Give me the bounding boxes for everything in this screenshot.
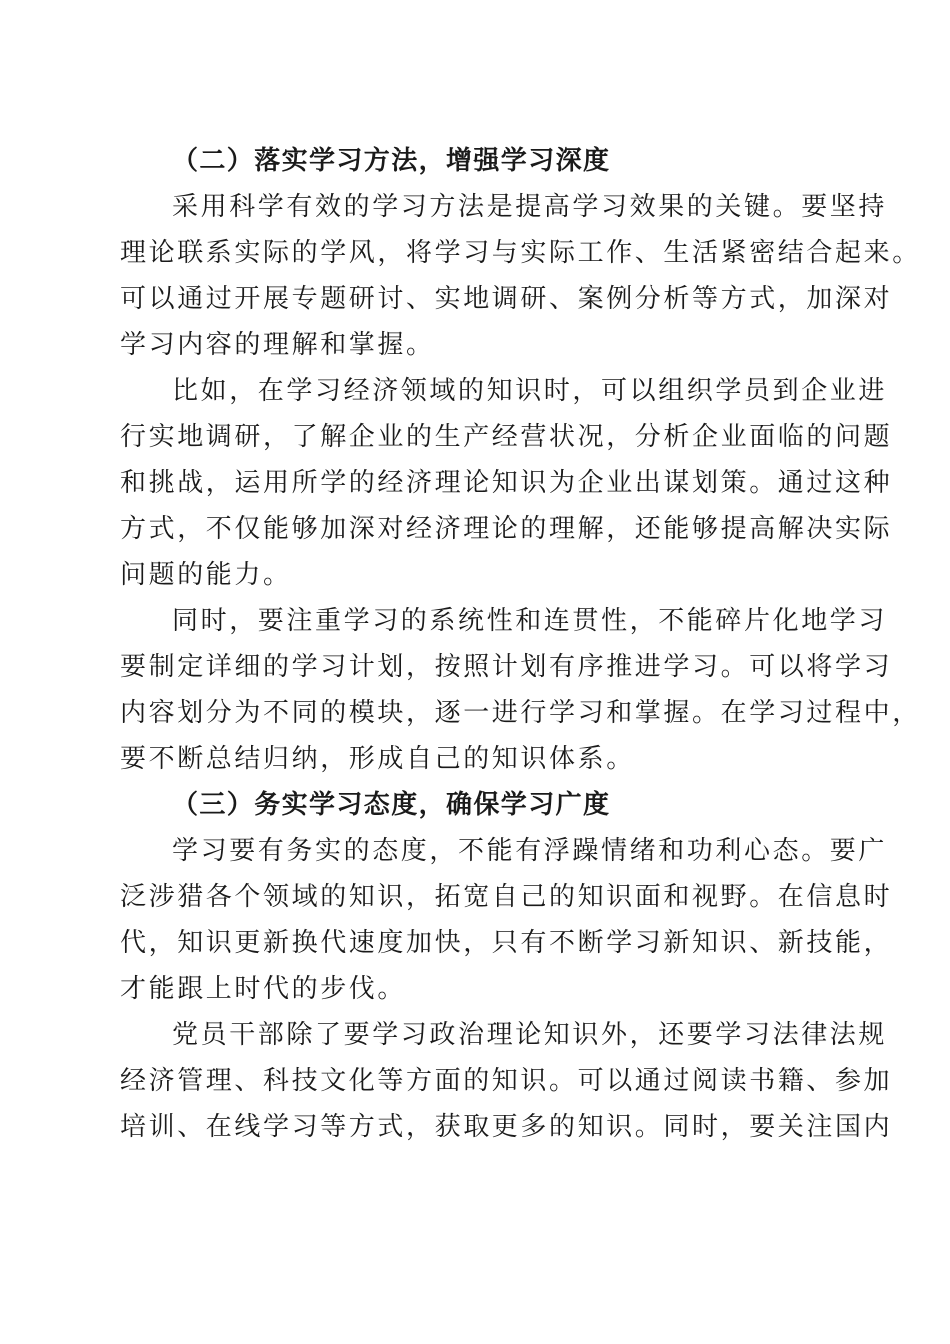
paragraph-3-line-2: 要制定详细的学习计划，按照计划有序推进学习。可以将学习 [120,652,893,682]
paragraph-2-line-4: 方式，不仅能够加深对经济理论的理解，还能够提高解决实际 [120,514,893,544]
paragraph-4-line-2: 泛涉猎各个领域的知识，拓宽自己的知识面和视野。在信息时 [120,882,893,912]
paragraph-4-line-1: 学习要有务实的态度，不能有浮躁情绪和功利心态。要广 [172,836,888,866]
paragraph-5-line-2: 经济管理、科技文化等方面的知识。可以通过阅读书籍、参加 [120,1066,893,1096]
paragraph-4-line-3: 代，知识更新换代速度加快，只有不断学习新知识、新技能， [120,928,893,958]
paragraph-1-line-3: 可以通过开展专题研讨、实地调研、案例分析等方式，加深对 [120,284,893,314]
paragraph-1-line-1: 采用科学有效的学习方法是提高学习效果的关键。要坚持 [172,192,888,222]
paragraph-5-line-1: 党员干部除了要学习政治理论知识外，还要学习法律法规 [172,1020,888,1050]
paragraph-3-line-1: 同时，要注重学习的系统性和连贯性，不能碎片化地学习 [172,606,888,636]
paragraph-1-line-4: 学习内容的理解和掌握。 [120,330,435,360]
paragraph-2-line-3: 和挑战，运用所学的经济理论知识为企业出谋划策。通过这种 [120,468,893,498]
section-heading-3: （三）务实学习态度，确保学习广度 [172,790,611,820]
paragraph-4-line-4: 才能跟上时代的步伐。 [120,974,407,1004]
paragraph-2-line-1: 比如，在学习经济领域的知识时，可以组织学员到企业进 [172,376,888,406]
paragraph-3-line-4: 要不断总结归纳，形成自己的知识体系。 [120,744,635,774]
paragraph-2-line-2: 行实地调研，了解企业的生产经营状况，分析企业面临的问题 [120,422,893,452]
document-body [120,138,921,1150]
paragraph-1-line-2: 理论联系实际的学风，将学习与实际工作、生活紧密结合起来。 [120,238,921,268]
paragraph-5-line-3: 培训、在线学习等方式，获取更多的知识。同时，要关注国内 [120,1112,893,1142]
section-heading-2: （二）落实学习方法，增强学习深度 [172,146,611,176]
paragraph-3-line-3: 内容划分为不同的模块，逐一进行学习和掌握。在学习过程中， [120,698,921,728]
paragraph-2-line-5: 问题的能力。 [120,560,292,590]
